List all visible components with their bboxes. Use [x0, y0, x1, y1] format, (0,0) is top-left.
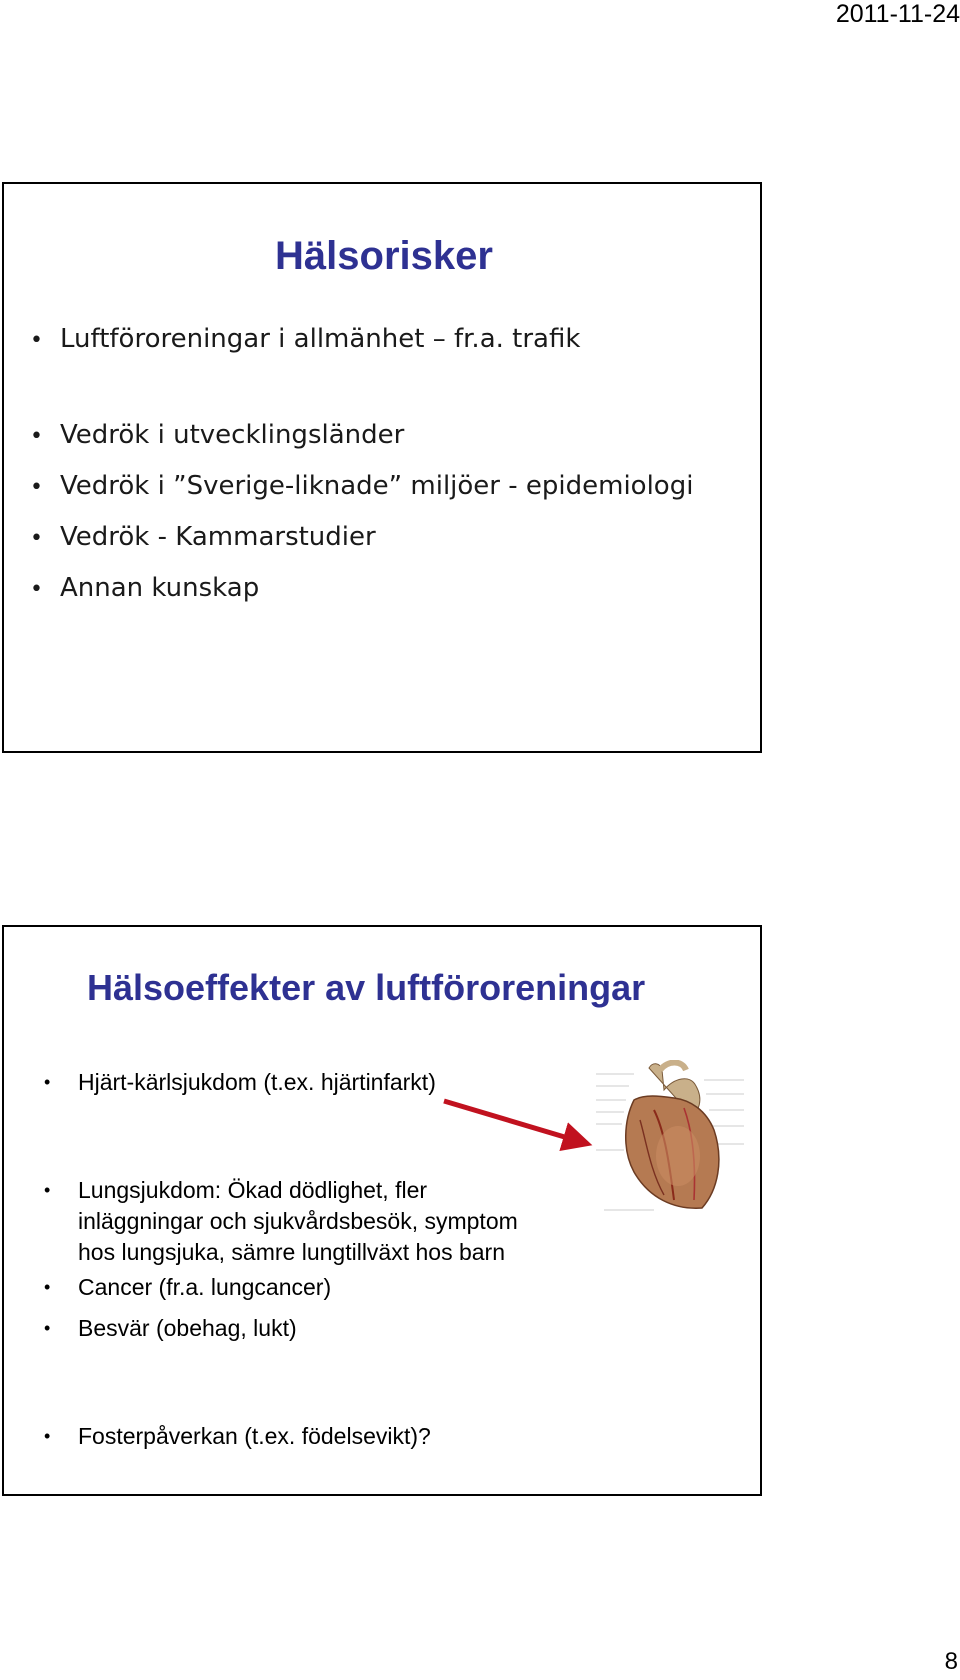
list-item: • Annan kunskap — [30, 573, 260, 603]
slide-2-title: Hälsoeffekter av luftföroreningar — [87, 967, 646, 1008]
slide-1 — [2, 182, 762, 753]
list-item: • Vedrök i utvecklingsländer — [30, 420, 405, 450]
list-item: • Vedrök i ”Sverige-liknade” miljöer - epidemiologi — [30, 471, 694, 501]
slide-1-title: Hälsorisker — [275, 234, 493, 278]
heart-illustration — [594, 1060, 746, 1220]
list-item: • Besvär (obehag, lukt) — [44, 1315, 297, 1341]
list-item: • Cancer (fr.a. lungcancer) — [44, 1274, 332, 1300]
list-item: • Hjärt-kärlsjukdom (t.ex. hjärtinfarkt) — [44, 1069, 436, 1095]
slide-2 — [2, 925, 762, 1496]
arrow-icon — [440, 1095, 600, 1155]
page-number: 8 — [944, 1648, 958, 1675]
list-item: • Luftföroreningar i allmänhet – fr.a. trafik — [30, 324, 581, 354]
list-item: • Vedrök - Kammarstudier — [30, 522, 376, 552]
list-item: • Lungsjukdom: Ökad dödlighet, fler inläggningar och sjukvårdsbesök, symptom hos lungsjuka, sämre lungtillväxt hos barn — [44, 1177, 518, 1265]
header-date: 2011-11-24 — [835, 0, 960, 28]
list-item: • Fosterpåverkan (t.ex. födelsevikt)? — [44, 1423, 431, 1449]
